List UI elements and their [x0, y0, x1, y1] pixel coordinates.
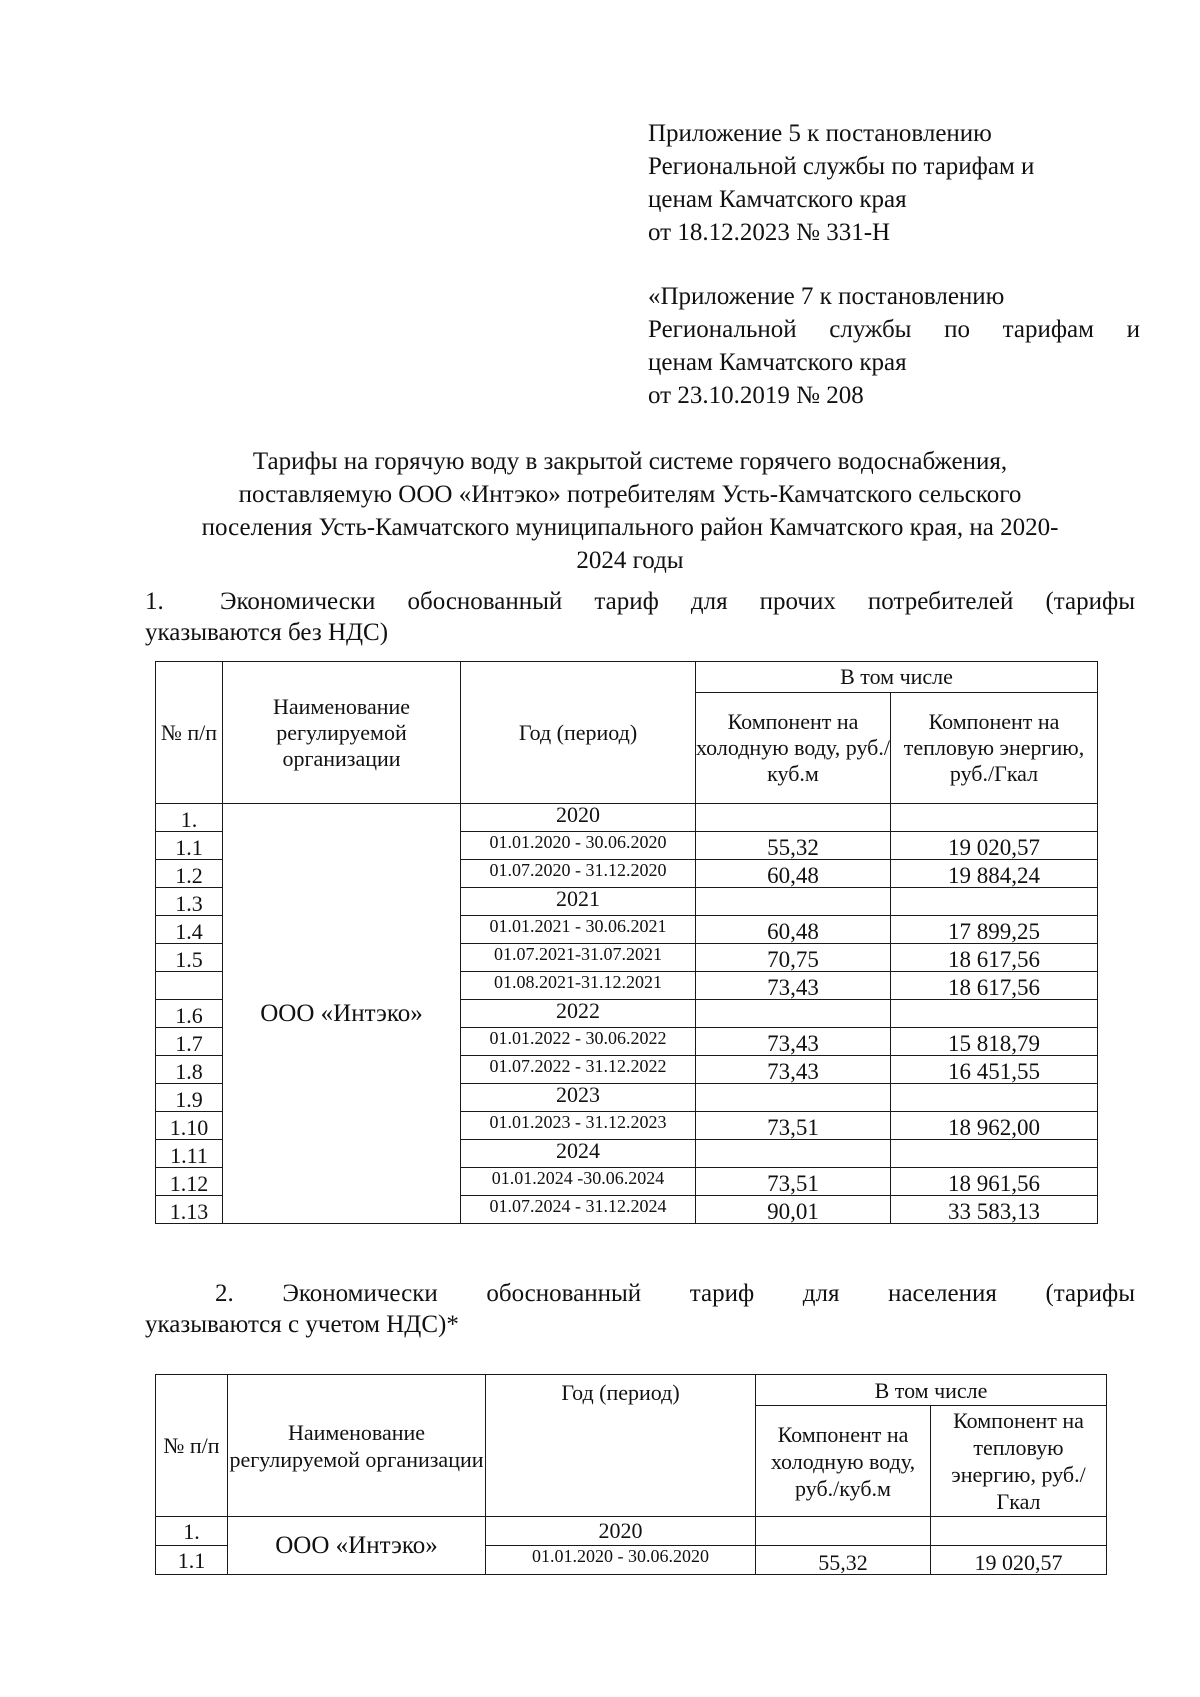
cell-period: 01.01.2020 - 30.06.2020	[461, 832, 696, 860]
cell-cold-water	[696, 1084, 891, 1112]
cell-num: 1.1	[156, 1546, 228, 1575]
cell-period: 01.07.2022 - 31.12.2022	[461, 1056, 696, 1084]
cell-num: 1.9	[156, 1084, 223, 1112]
section-number: 1.	[145, 588, 164, 615]
cell-cold-water	[696, 1000, 891, 1028]
section-text: 2. Экономически обоснованный тариф для населения (тарифы	[215, 1280, 1135, 1307]
cell-num: 1.	[156, 804, 223, 832]
section-text: Экономически обоснованный тариф для прочих потребителей (тарифы	[220, 588, 1135, 615]
cell-cold-water: 73,43	[696, 972, 891, 1000]
header-cold: Компонент на холодную воду, руб./куб.м	[696, 693, 891, 804]
title-line: Тарифы на горячую воду в закрытой системе горячего водоснабжения,	[252, 448, 1008, 475]
cell-period: 01.01.2024 -30.06.2024	[461, 1168, 696, 1196]
cell-period: 01.01.2020 - 30.06.2020	[486, 1546, 756, 1575]
cell-heat-energy	[891, 888, 1098, 916]
cell-cold-water: 55,32	[696, 832, 891, 860]
cell-period: 2021	[461, 888, 696, 916]
title-line: поставляемую ООО «Интэко» потребителям Усть-Камчатского сельского	[238, 481, 1022, 508]
cell-num: 1.13	[156, 1196, 223, 1224]
appendix-line: Региональной службы по тарифам и	[648, 153, 1035, 180]
cell-period: 01.01.2022 - 30.06.2022	[461, 1028, 696, 1056]
cell-num: 1.12	[156, 1168, 223, 1196]
appendix-line: от 23.10.2019 № 208	[648, 382, 864, 409]
cell-cold-water: 60,48	[696, 860, 891, 888]
cell-cold-water: 70,75	[696, 944, 891, 972]
cell-num: 1.4	[156, 916, 223, 944]
cell-period: 01.07.2020 - 31.12.2020	[461, 860, 696, 888]
cell-heat-energy: 17 899,25	[891, 916, 1098, 944]
cell-heat-energy	[891, 1000, 1098, 1028]
appendix-header-current	[648, 117, 1108, 249]
header-num: № п/п	[156, 662, 223, 804]
cell-heat-energy: 18 961,56	[891, 1168, 1098, 1196]
header-period: Год (период)	[461, 662, 696, 804]
cell-period: 01.01.2023 - 31.12.2023	[461, 1112, 696, 1140]
cell-num: 1.1	[156, 832, 223, 860]
cell-heat-energy: 33 583,13	[891, 1196, 1098, 1224]
header-org: Наименование регулируемой организации	[228, 1375, 486, 1517]
appendix-line: ценам Камчатского края	[648, 186, 907, 213]
cell-heat-energy	[891, 804, 1098, 832]
appendix-line: «Приложение 7 к постановлению	[648, 283, 1005, 310]
section-2-heading	[145, 1278, 1135, 1340]
title-line: поселения Усть-Камчатского муниципального район Камчатского края, на 2020-	[201, 514, 1059, 541]
cell-cold-water: 73,43	[696, 1028, 891, 1056]
cell-organization: ООО «Интэко»	[228, 1517, 486, 1575]
header-incl: В том числе	[696, 662, 1098, 693]
header-num: № п/п	[156, 1375, 228, 1517]
cell-heat-energy: 18 617,56	[891, 944, 1098, 972]
cell-num: 1.7	[156, 1028, 223, 1056]
cell-period: 01.01.2021 - 30.06.2021	[461, 916, 696, 944]
cell-cold-water	[696, 804, 891, 832]
cell-heat-energy	[891, 1140, 1098, 1168]
cell-num: 1.8	[156, 1056, 223, 1084]
cell-heat-energy: 19 020,57	[891, 832, 1098, 860]
appendix-line: Региональной службы по тарифам и	[648, 316, 1140, 343]
cell-num: 1.3	[156, 888, 223, 916]
header-heat: Компонент на тепловую энергию, руб./Гкал	[891, 693, 1098, 804]
appendix-line: от 18.12.2023 № 331-Н	[648, 219, 891, 246]
header-cold: Компонент на холодную воду, руб./куб.м	[756, 1406, 931, 1517]
header-period: Год (период)	[486, 1375, 756, 1517]
cell-num	[156, 972, 223, 1000]
cell-cold-water: 73,43	[696, 1056, 891, 1084]
cell-period: 2023	[461, 1084, 696, 1112]
appendix-line: ценам Камчатского края	[648, 349, 907, 376]
header-incl: В том числе	[756, 1375, 1107, 1406]
section-text-cont: указываются без НДС)	[145, 619, 389, 646]
cell-num: 1.	[156, 1517, 228, 1546]
cell-period: 2020	[486, 1517, 756, 1546]
tariff-table-population	[155, 1374, 1107, 1575]
cell-period: 01.07.2021-31.07.2021	[461, 944, 696, 972]
cell-num: 1.11	[156, 1140, 223, 1168]
cell-num: 1.10	[156, 1112, 223, 1140]
cell-heat-energy: 19 020,57	[931, 1546, 1107, 1575]
appendix-header-original	[648, 280, 1140, 412]
appendix-line: Приложение 5 к постановлению	[648, 120, 992, 147]
cell-period: 2020	[461, 804, 696, 832]
cell-cold-water	[696, 1140, 891, 1168]
cell-organization: ООО «Интэко»	[223, 804, 461, 1224]
cell-heat-energy: 15 818,79	[891, 1028, 1098, 1056]
table-row	[156, 1517, 1107, 1546]
cell-cold-water: 90,01	[696, 1196, 891, 1224]
section-text-cont: указываются с учетом НДС)*	[145, 1311, 459, 1338]
document-title	[130, 445, 1130, 577]
cell-heat-energy	[931, 1517, 1107, 1546]
cell-period: 01.08.2021-31.12.2021	[461, 972, 696, 1000]
table-row	[156, 804, 1098, 832]
cell-heat-energy: 19 884,24	[891, 860, 1098, 888]
cell-cold-water: 73,51	[696, 1168, 891, 1196]
cell-heat-energy: 18 617,56	[891, 972, 1098, 1000]
cell-heat-energy: 18 962,00	[891, 1112, 1098, 1140]
cell-heat-energy	[891, 1084, 1098, 1112]
cell-heat-energy: 16 451,55	[891, 1056, 1098, 1084]
cell-cold-water: 55,32	[756, 1546, 931, 1575]
tariff-table-other-consumers	[155, 661, 1098, 1224]
cell-cold-water	[756, 1517, 931, 1546]
cell-cold-water: 60,48	[696, 916, 891, 944]
header-heat: Компонент на тепловую энергию, руб./Гкал	[931, 1406, 1107, 1517]
cell-cold-water: 73,51	[696, 1112, 891, 1140]
cell-cold-water	[696, 888, 891, 916]
section-1-heading	[145, 586, 1135, 648]
cell-num: 1.2	[156, 860, 223, 888]
cell-num: 1.6	[156, 1000, 223, 1028]
cell-num: 1.5	[156, 944, 223, 972]
cell-period: 2024	[461, 1140, 696, 1168]
cell-period: 01.07.2024 - 31.12.2024	[461, 1196, 696, 1224]
title-line: 2024 годы	[576, 547, 684, 574]
cell-period: 2022	[461, 1000, 696, 1028]
header-org: Наименование регулируемой организации	[223, 662, 461, 804]
